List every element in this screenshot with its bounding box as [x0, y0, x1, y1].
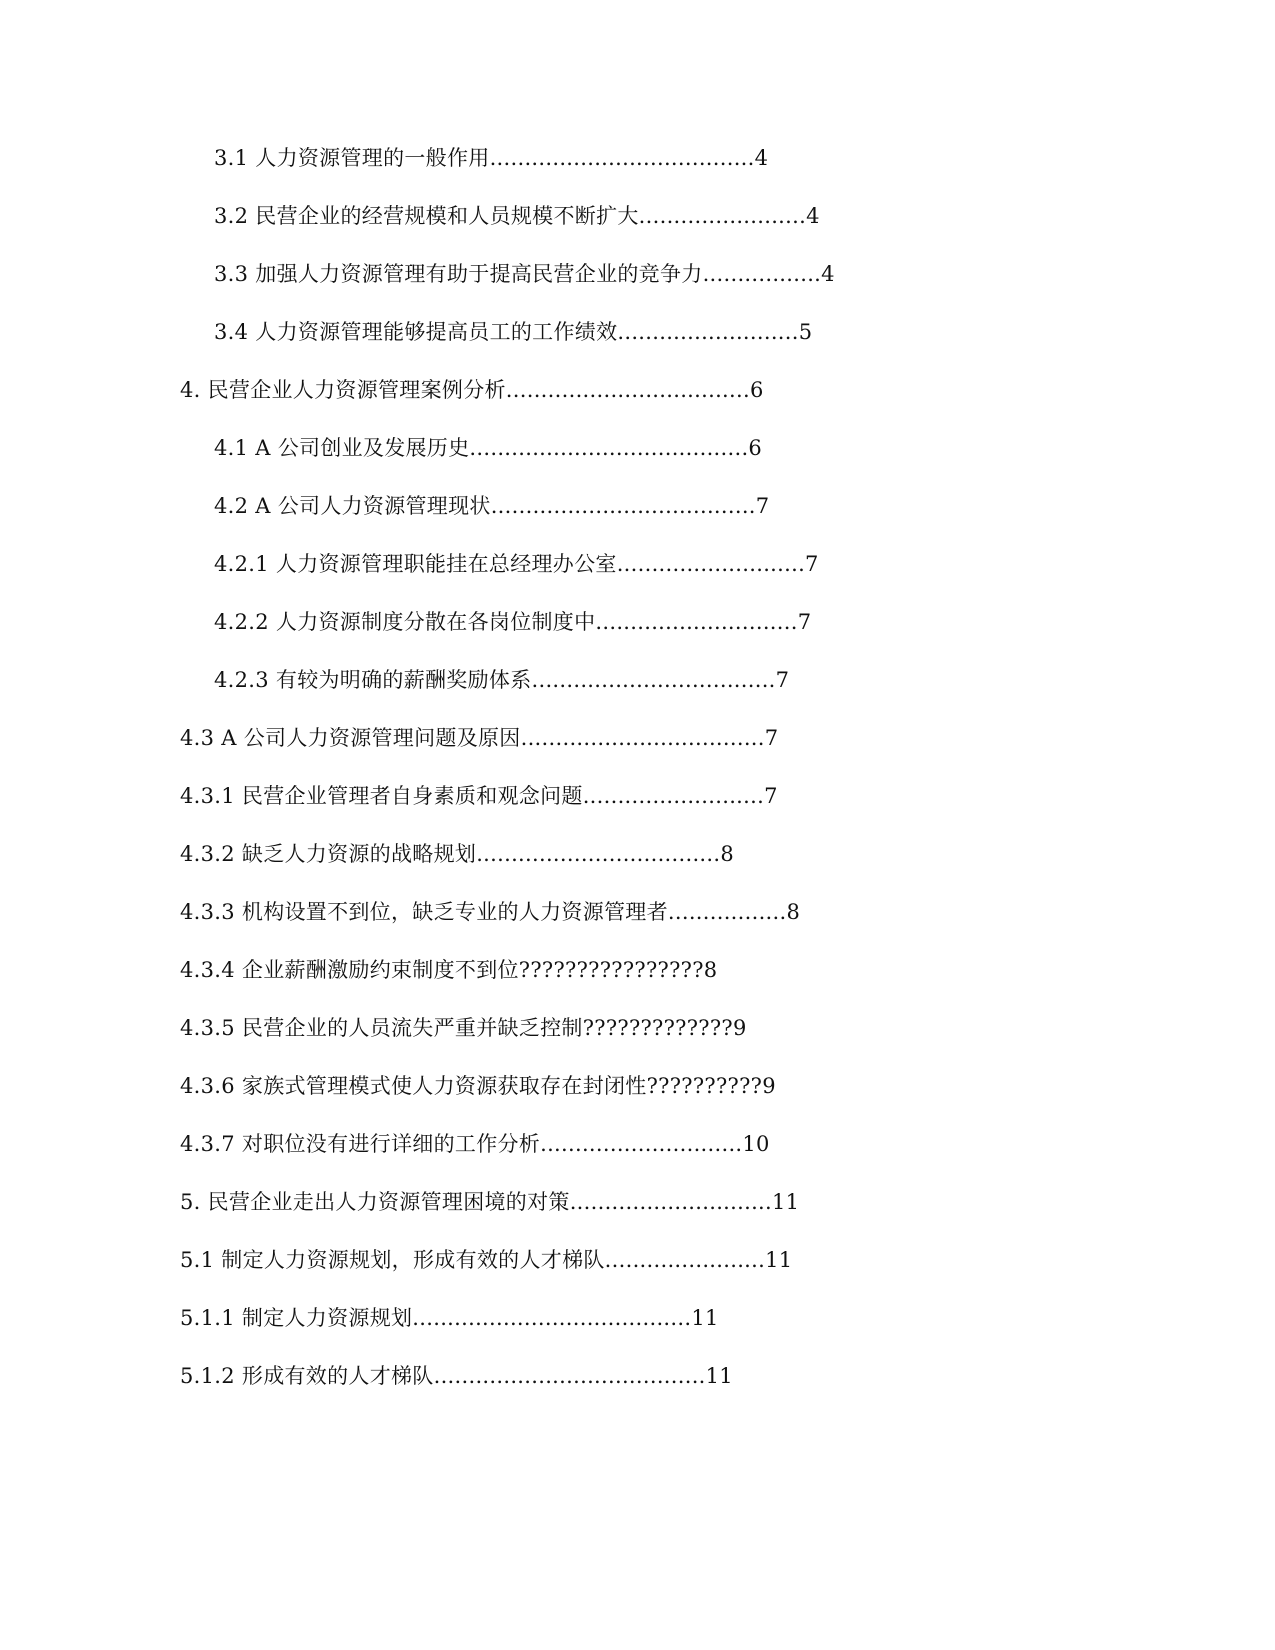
toc-entry-5-1: 5.1 制定人力资源规划，形成有效的人才梯队.......................11: [180, 1248, 793, 1272]
toc-entry-4-1: 4.1 A 公司创业及发展历史........................................6: [214, 436, 763, 460]
toc-entry-5-1-2: 5.1.2 形成有效的人才梯队.......................................11: [180, 1364, 733, 1388]
toc-entry-3-2: 3.2 民营企业的经营规模和人员规模不断扩大........................4: [214, 204, 820, 228]
toc-entry-3-1: 3.1 人力资源管理的一般作用......................................4: [214, 146, 769, 170]
toc-entry-4-3-6: 4.3.6 家族式管理模式使人力资源获取存在封闭性??????????9: [180, 1074, 776, 1098]
toc-entry-4-3: 4.3 A 公司人力资源管理问题及原因...................................7: [180, 726, 779, 750]
toc-entry-4-3-1: 4.3.1 民营企业管理者自身素质和观念问题..........................7: [180, 784, 778, 808]
toc-entry-4-2-2: 4.2.2 人力资源制度分散在各岗位制度中.............................7: [214, 610, 812, 634]
toc-entry-5: 5. 民营企业走出人力资源管理困境的对策.............................11: [180, 1190, 800, 1214]
toc-entry-4-3-4: 4.3.4 企业薪酬激励约束制度不到位????????????????8: [180, 958, 718, 982]
toc-entry-4-2-1: 4.2.1 人力资源管理职能挂在总经理办公室...........................7: [214, 552, 819, 576]
toc-entry-3-4: 3.4 人力资源管理能够提高员工的工作绩效..........................5: [214, 320, 813, 344]
toc-entry-4: 4. 民营企业人力资源管理案例分析...................................6: [180, 378, 764, 402]
toc-entry-5-1-1: 5.1.1 制定人力资源规划........................................11: [180, 1306, 719, 1330]
toc-entry-4-2-3: 4.2.3 有较为明确的薪酬奖励体系...................................7: [214, 668, 790, 692]
toc-entry-4-3-7: 4.3.7 对职位没有进行详细的工作分析.............................10: [180, 1132, 770, 1156]
toc-entry-3-3: 3.3 加强人力资源管理有助于提高民营企业的竞争力.................4: [214, 262, 835, 286]
toc-entry-4-3-5: 4.3.5 民营企业的人员流失严重并缺乏控制?????????????9: [180, 1016, 747, 1040]
toc-entry-4-3-2: 4.3.2 缺乏人力资源的战略规划...................................8: [180, 842, 735, 866]
toc-entry-4-2: 4.2 A 公司人力资源管理现状......................................7: [214, 494, 770, 518]
toc-entry-4-3-3: 4.3.3 机构设置不到位，缺乏专业的人力资源管理者.................8: [180, 900, 801, 924]
